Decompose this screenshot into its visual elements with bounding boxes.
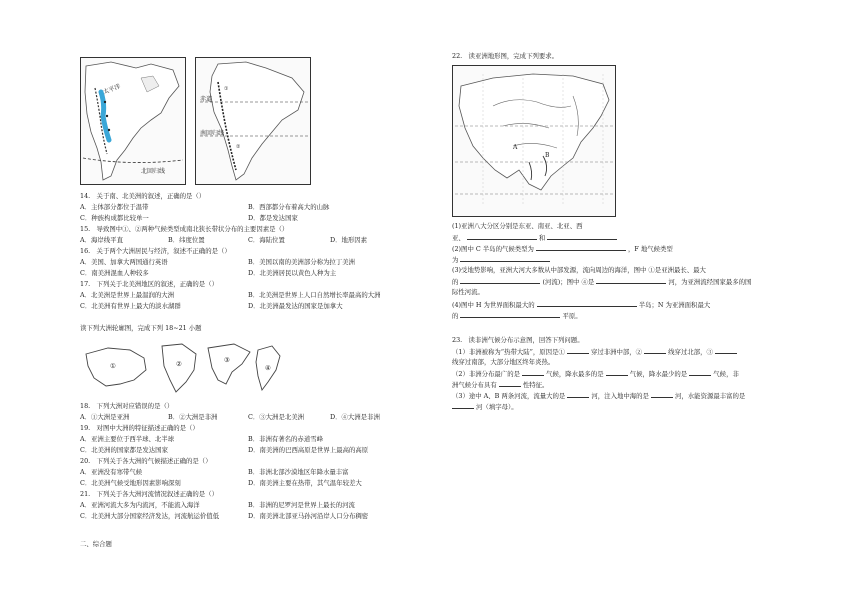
shape-label-2: ② — [176, 360, 182, 368]
asia-label-a: A — [513, 144, 518, 151]
q18-option-b: B．②大洲是非洲 — [168, 413, 218, 421]
q17-option-b: B．北美洲是世界上人口自然增长率最高的大洲 — [248, 291, 381, 299]
q18-stem: 18. 下列大洲对应错误的是（） — [80, 402, 174, 410]
q22-part2-text2: ，F 地气候类型 — [628, 245, 673, 253]
q23-part2-line1 — [452, 369, 739, 378]
q23-part1-line2: 线穿过南部，大部分地区终年炎热。 — [452, 358, 555, 366]
map-label-capricorn: 南回归线 — [200, 130, 225, 137]
q20-option-b: B．非洲北部沙漠地区年降水量丰富 — [248, 468, 349, 476]
asia-label-b: B — [545, 152, 550, 159]
q22-part1-line2 — [452, 233, 617, 242]
q19-option-a: A．亚洲主要位于西半球、北半球 — [80, 435, 175, 443]
q22-blank-3[interactable] — [536, 244, 626, 251]
map-label-tropic: 北回归线 — [141, 168, 166, 175]
q23-part1-text: （1）非洲被称为“热带大陆”，原因是① — [452, 348, 565, 356]
q14-option-d: D．都是发达国家 — [248, 214, 298, 222]
q22-part3-line2 — [452, 277, 751, 286]
q22-part3-text2: (河流)；图中 ④是 — [542, 278, 595, 286]
q17-option-a: A．北美洲是世界上最温润的大洲 — [80, 291, 175, 299]
continent-outlines — [82, 340, 282, 396]
q23-part3-text4: 河（填字母）。 — [476, 403, 518, 411]
q23-blank-4[interactable] — [522, 369, 544, 376]
q16-option-d: D．北美洲居民以黄色人种为主 — [248, 269, 337, 277]
q16-option-b: B．美国以南的美洲部分称为拉丁美洲 — [248, 258, 355, 266]
asia-terrain-map — [452, 65, 616, 217]
q15-stem: 15. 导致图中①、②两种气候类型成南北狭长带状分布的主要因素是（） — [80, 225, 289, 233]
q23-blank-5[interactable] — [606, 369, 628, 376]
q20-option-a: A．亚洲没有寒带气候 — [80, 468, 143, 476]
q20-option-c: C．北美洲气候受地形因素影响深刻 — [80, 479, 181, 487]
q23-part1-line1 — [452, 347, 737, 356]
q22-blank-8[interactable] — [460, 311, 560, 318]
q21-stem: 21. 下列关于各大洲河流情况叙述正确的是（） — [80, 490, 218, 498]
q22-part2-line1 — [452, 244, 673, 253]
q14-stem: 14. 关于南、北美洲的叙述，正确的是（） — [80, 192, 206, 200]
q22-part2-text: (2)图中 C 半岛的气候类型为 — [452, 245, 534, 253]
map-label-equator: 赤道 — [200, 96, 213, 103]
north-america-map — [80, 57, 186, 185]
q22-blank-7[interactable] — [537, 300, 637, 307]
q23-part3-line2 — [452, 402, 518, 411]
q23-blank-8[interactable] — [567, 391, 589, 398]
q22-blank-4[interactable] — [460, 255, 550, 262]
q22-part1-and: 和 — [538, 234, 546, 242]
q16-option-a: A．美国、加拿大两国通行英语 — [80, 258, 168, 266]
q23-blank-9[interactable] — [651, 391, 673, 398]
q22-part4-text4: 平原。 — [562, 312, 582, 320]
q23-part1-text3: 线穿过北部，③ — [668, 348, 713, 356]
map-label-ocean: 太平洋 — [102, 83, 122, 96]
q22-part1-line1 — [452, 222, 582, 230]
q22-part4-text: (4)图中 H 为世界面积最大的 — [452, 301, 535, 309]
q22-blank-1[interactable] — [467, 233, 537, 240]
q22-part4-line2 — [452, 311, 582, 320]
q21-option-d: D．南美洲北部亚马孙河沿岸人口分布稠密 — [248, 512, 369, 520]
q22-part4-text2: 半岛；N 为亚洲面积最大 — [638, 301, 711, 309]
shape-label-4: ④ — [265, 364, 271, 372]
q20-stem: 20. 下列关于各大洲的气候描述正确的是（） — [80, 457, 212, 465]
q22-blank-2[interactable] — [547, 233, 617, 240]
section-intro-18-21: 读下列大洲轮廓图，完成下列 18~21 小题 — [80, 324, 202, 332]
q22-blank-5[interactable] — [460, 277, 540, 284]
q19-option-d: D．南美洲的巴西高原是世界上最高的高原 — [248, 446, 369, 454]
q16-stem: 16. 关于两个大洲居民与经济，叙述不正确的是（） — [80, 247, 231, 255]
q23-part3-line1 — [452, 391, 745, 400]
q23-blank-10[interactable] — [452, 402, 474, 409]
q23-part1-text2: 穿过非洲中部，② — [590, 348, 643, 356]
q23-blank-1[interactable] — [567, 347, 589, 354]
q15-option-a: A．海岸线平直 — [80, 236, 123, 244]
q21-option-c: C．北美洲大部分国家经济发达，河流航运价值低 — [80, 512, 220, 520]
q23-blank-6[interactable] — [689, 369, 711, 376]
q23-blank-7[interactable] — [499, 380, 521, 387]
q15-option-c: C．海陆位置 — [248, 236, 285, 244]
q23-part2-text: （2）非洲分布最广的是 — [452, 370, 520, 378]
q16-option-c: C．南美洲混血人种较多 — [80, 269, 149, 277]
q18-option-d: D．④大洲是非洲 — [330, 413, 380, 421]
svg-text:①: ① — [224, 86, 229, 92]
south-america-map — [195, 57, 311, 185]
section-heading: 二、综合题 — [80, 540, 112, 548]
q17-option-c: C．北美洲有世界上最大的淡水湖群 — [80, 302, 181, 310]
q22-part1-text2: 亚、 — [452, 234, 465, 242]
q23-part2-text3: 气候，降水最少的是 — [629, 370, 688, 378]
q14-option-b: B．西部都分布着高大的山脉 — [248, 203, 330, 211]
q23-title: 23. 读非洲气候分布示意图，回答下列问题。 — [452, 336, 584, 344]
q22-part3-text3: 河，为亚洲流经国家最多的国 — [668, 278, 752, 286]
q23-part3-text2: 河，注入地中海的是 — [591, 392, 649, 400]
q22-part3-line3: 际性河流。 — [452, 288, 484, 296]
shape-label-3: ③ — [224, 356, 230, 364]
q19-option-b: B．非洲有著名的赤道雪峰 — [248, 435, 323, 443]
q22-part2-line2 — [452, 255, 550, 264]
q22-part3-text: 的 — [452, 278, 459, 286]
q17-option-d: D．北美洲最发达的国家是加拿大 — [248, 302, 343, 310]
q22-part2-text3: 为 — [452, 256, 459, 264]
q23-part2-text4: 气候，非 — [713, 370, 739, 378]
q23-part2-text6: 性特征。 — [522, 381, 549, 389]
q18-option-c: C．③大洲是北美洲 — [248, 413, 305, 421]
q23-blank-3[interactable] — [715, 347, 737, 354]
shape-label-1: ① — [110, 362, 116, 370]
q21-option-a: A．亚洲河流大多为内流河，不能流入海洋 — [80, 501, 200, 509]
q22-part4-text3: 的 — [452, 312, 459, 320]
q23-part3-text: （3）途中 A、B 两条河流，流量大的是 — [452, 392, 566, 400]
q23-part2-text2: 气候，降水最多的是 — [546, 370, 604, 378]
q17-stem: 17. 下列关于北美洲地区的叙述，正确的是（） — [80, 280, 218, 288]
q23-part3-text3: 河，水能资源最丰富的是 — [675, 392, 746, 400]
q15-option-b: B．纬度位置 — [168, 236, 205, 244]
svg-text:②: ② — [236, 144, 241, 150]
q18-option-a: A．①大洲是亚洲 — [80, 413, 130, 421]
q23-part2-line2 — [452, 380, 548, 389]
q23-blank-2[interactable] — [644, 347, 666, 354]
q22-blank-6[interactable] — [596, 277, 666, 284]
q22-part1-text: (1)亚洲八大分区分别是东亚、南亚、北亚、西 — [452, 222, 583, 230]
q23-part2-text5: 洲气候分布具有 — [452, 381, 497, 389]
q22-part3-line1: (3)受地势影响，亚洲大河大多数从中部发源，流向周边的海洋，图中 ①是亚洲最长、最大 — [452, 266, 706, 274]
q19-stem: 19. 对图中大洲的特征描述正确的是（） — [80, 424, 199, 432]
q22-part4-line1 — [452, 300, 710, 309]
q14-option-c: C．种族构成都比较单一 — [80, 214, 149, 222]
q14-option-a: A．主体部分都位于温带 — [80, 203, 149, 211]
q19-option-c: C．北美洲的国家都是发达国家 — [80, 446, 168, 454]
q20-option-d: D．南美洲主要在热带，其气温年较差大 — [248, 479, 362, 487]
q21-option-b: B．非洲的尼罗河是世界上最长的河流 — [248, 501, 355, 509]
q22-title: 22. 读亚洲地形图，完成下列要求。 — [452, 52, 559, 60]
q15-option-d: D．地形因素 — [330, 236, 368, 244]
